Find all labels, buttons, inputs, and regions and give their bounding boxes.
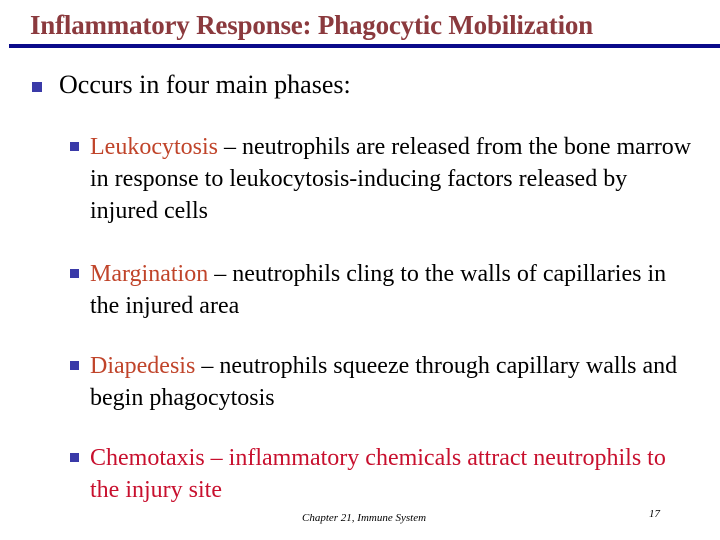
- phase-term: Diapedesis: [90, 353, 196, 379]
- phase-term: Leukocytosis: [90, 134, 218, 160]
- phase-item-leukocytosis: [70, 131, 700, 227]
- phase-item-margination: [70, 258, 700, 322]
- square-bullet-icon: [70, 269, 79, 278]
- slide-title: Inflammatory Response: Phagocytic Mobilization: [30, 10, 593, 40]
- square-bullet-icon: [32, 82, 42, 92]
- title-divider: [9, 44, 720, 48]
- square-bullet-icon: [70, 361, 79, 370]
- phase-description: – inflammatory chemicals attract neutrophils to the injury site: [90, 445, 666, 503]
- phase-term: Chemotaxis: [90, 445, 205, 471]
- page-number: 17: [649, 508, 660, 520]
- phase-item-chemotaxis: [70, 442, 700, 506]
- phase-term: Margination: [90, 261, 209, 287]
- square-bullet-icon: [70, 453, 79, 462]
- slide-footer: Chapter 21, Immune System: [302, 512, 427, 524]
- square-bullet-icon: [70, 142, 79, 151]
- main-point-text: Occurs in four main phases:: [59, 70, 351, 99]
- phase-description: – neutrophils are released from the bone marrow in response to leukocytosis-inducing factors released by injured cells: [90, 134, 692, 224]
- phase-description: – neutrophils cling to the walls of capillaries in the injured area: [90, 261, 667, 319]
- phase-description: – neutrophils squeeze through capillary walls and begin phagocytosis: [90, 353, 678, 411]
- phase-item-diapedesis: [70, 350, 700, 414]
